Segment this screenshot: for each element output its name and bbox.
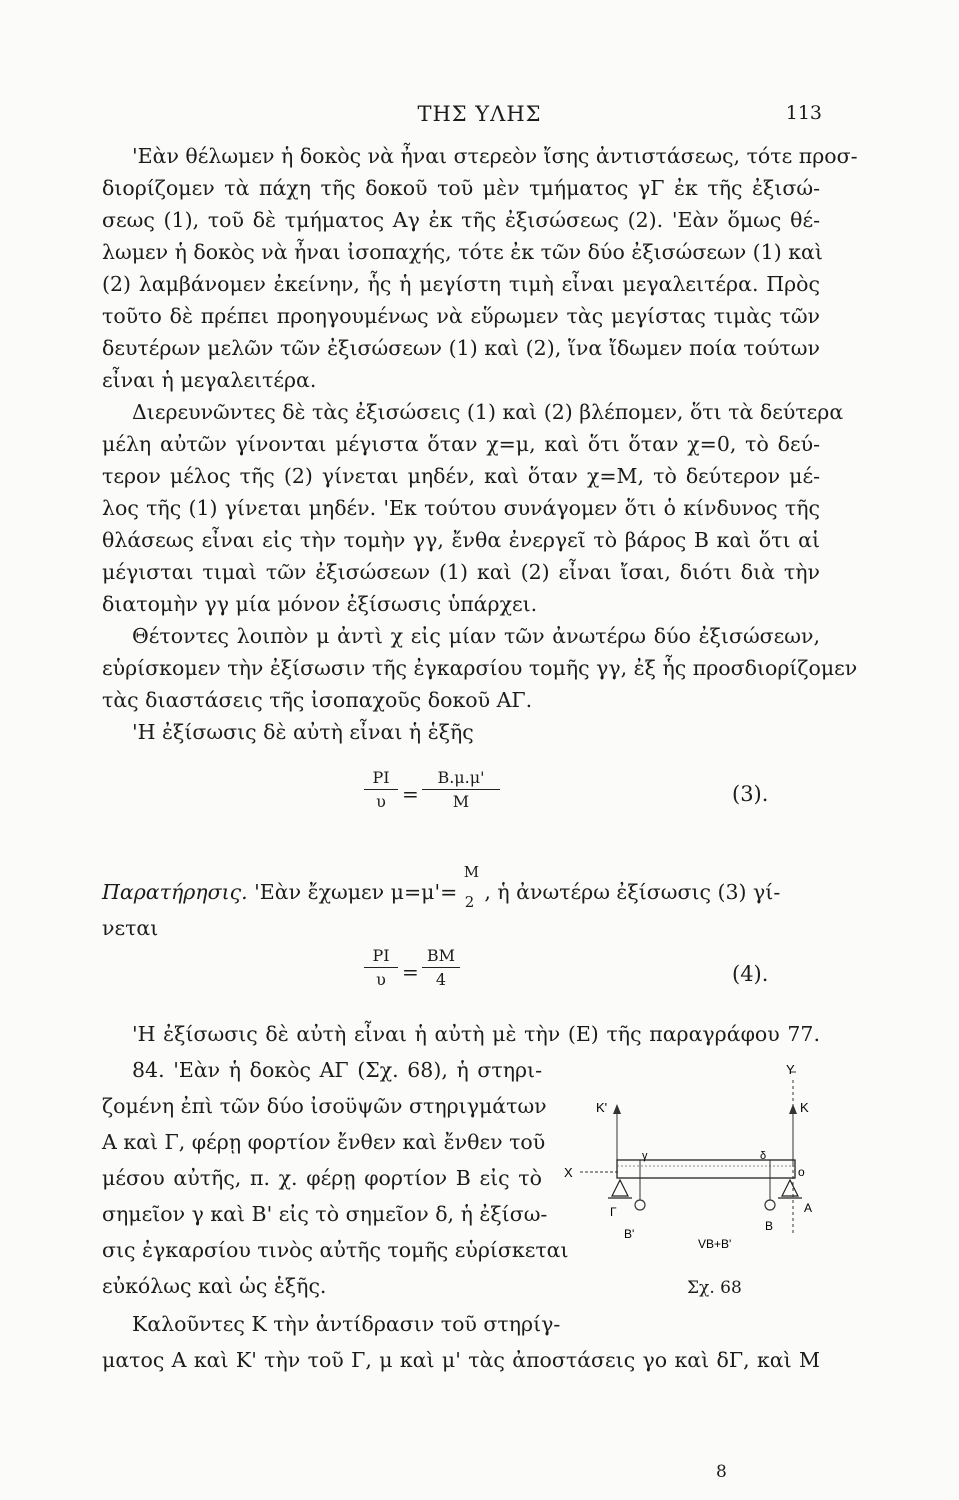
beam (617, 1160, 795, 1178)
label-delta: δ (760, 1150, 767, 1162)
eq3-rhs-num: Β.μ.μ' (437, 768, 485, 787)
eq4-lhs-den: υ (376, 970, 386, 989)
page-number: 113 (785, 102, 822, 124)
text-line: δευτέρων μελῶν τῶν ἐξισώσεων (1) καὶ (2), ἵνα ἴδωμεν ποία τούτων (102, 336, 820, 360)
remark-frac-den: 2 (464, 892, 475, 911)
text-line: διορίζομεν τὰ πάχη τῆς δοκοῦ τοῦ μὲν τμήματος γΓ ἐκ τῆς ἐξισώ- (102, 176, 820, 200)
eq3-lhs-den: υ (376, 792, 386, 811)
text-line: Καλοῦντες Κ τὴν ἀντίδρασιν τοῦ στηρίγ- (132, 1312, 561, 1336)
label-o: o (798, 1165, 805, 1179)
eq4-lhs-num: ΡΙ (372, 946, 390, 965)
text-line: τοῦτο δὲ πρέπει προηγουμένως νὰ εὕρωμεν τὰς μεγίστας τιμὰς τῶν (102, 304, 820, 328)
remark-text-a: 'Εὰν ἔχωμεν μ=μ'= (254, 880, 458, 904)
eq3-lhs-fraction (364, 768, 398, 811)
text-line: διατομὴν γγ μία μόνον ἐξίσωσις ὑπάρχει. (102, 592, 538, 616)
text-line: Διερευνῶντες δὲ τὰς ἐξισώσεις (1) καὶ (2) βλέπομεν, ὅτι τὰ δεύτερα (132, 400, 844, 424)
figure-caption: Σχ. 68 (687, 1278, 742, 1298)
label-b-prime: B' (624, 1227, 635, 1241)
text-line: εὑρίσκομεν τὴν ἐξίσωσιν τῆς ἐγκαρσίου τομῆς γγ, ἐξ ἧς προσδιορίζομεν (102, 656, 858, 680)
remark-fraction (463, 862, 480, 911)
eq3-label: (3). (732, 782, 769, 806)
text-line: σεως (1), τοῦ δὲ τμήματος Αγ ἐκ τῆς ἐξισώσεως (2). 'Εὰν ὅμως θέ- (102, 208, 820, 232)
label-a: A (804, 1201, 813, 1215)
eq4-rhs-den: 4 (435, 970, 447, 989)
text-line: μέγισται τιμαὶ τῶν ἐξισώσεων (1) καὶ (2) εἶναι ἴσαι, διότι διὰ τὴν (102, 560, 820, 584)
eq3-rhs-den: Μ (452, 792, 470, 811)
running-head: ΤΗΣ ΥΛΗΣ (417, 102, 542, 126)
label-y: Y (786, 1062, 795, 1077)
text-line: Θέτοντες λοιπὸν μ ἀντὶ χ εἰς μίαν τῶν ἀνωτέρω δύο ἐξισώσεων, (132, 624, 820, 648)
eq4-lhs-fraction (364, 946, 398, 989)
text-line: ματος Α καὶ Κ' τὴν τοῦ Γ, μ καὶ μ' τὰς ἀποστάσεις γο καὶ δΓ, καὶ Μ (102, 1348, 820, 1372)
col-text-line: 84. 'Εὰν ἡ δοκὸς ΑΓ (Σχ. 68), ἡ στηρι- (132, 1058, 542, 1082)
eq3-rhs-fraction (422, 768, 500, 811)
text-line: μέλη αὐτῶν γίνονται μέγιστα ὅταν χ=μ, καὶ ὅτι ὅταν χ=0, τὸ δεύ- (102, 432, 820, 456)
text-line: λος τῆς (1) γίνεται μηδέν. 'Εκ τούτου συνάγομεν ὅτι ὁ κίνδυνος τῆς (102, 496, 820, 520)
support-gamma (612, 1180, 628, 1196)
col-text-line: Α καὶ Γ, φέρῃ φορτίον ἔνθεν καὶ ἔνθεν τοῦ (102, 1130, 546, 1154)
col-text-line: μέσου αὐτῆς, π. χ. φέρῃ φορτίον Β εἰς τὸ (102, 1166, 542, 1190)
text-line: θλάσεως εἶναι εἰς τὴν τομὴν γγ, ἔνθα ἐνεργεῖ τὸ βάρος Β καὶ ὅτι αἱ (102, 528, 820, 552)
text-line: 'Η ἐξίσωσις δὲ αὐτὴ εἶναι ἡ ἑξῆς (132, 720, 474, 744)
remark-text-b: , ἡ ἀνωτέρω ἐξίσωσις (3) γί- (484, 880, 781, 904)
k-arrowhead (789, 1104, 797, 1114)
label-sum: VB+B' (698, 1237, 732, 1251)
eq3-equals: = (402, 782, 419, 806)
col-text-line: εὐκόλως καὶ ὡς ἑξῆς. (102, 1274, 327, 1298)
label-k-prime: K' (596, 1100, 608, 1115)
label-x: X (564, 1165, 573, 1180)
k-prime-arrowhead (613, 1104, 621, 1114)
signature-mark: 8 (716, 1462, 727, 1482)
eq4-rhs-num: ΒΜ (426, 946, 456, 965)
weight-b-prime (635, 1200, 645, 1210)
remark-frac-num: Μ (463, 862, 480, 881)
text-line: τερον μέλος τῆς (2) γίνεται μηδέν, καὶ ὅταν χ=Μ, τὸ δεύτερον μέ- (102, 464, 820, 488)
text-line: εἶναι ἡ μεγαλειτέρα. (102, 368, 317, 392)
text-line: τὰς διαστάσεις τῆς ἰσοπαχοῦς δοκοῦ ΑΓ. (102, 688, 533, 712)
eq4-rhs-fraction (422, 946, 460, 989)
col-text-line: σημεῖον γ καὶ Β' εἰς τὸ σημεῖον δ, ἡ ἐξίσω- (102, 1202, 548, 1226)
text-line: λωμεν ἡ δοκὸς νὰ ἦναι ἰσοπαχής, τότε ἐκ τῶν δύο ἐξισώσεων (1) καὶ (102, 240, 823, 264)
support-a (782, 1180, 798, 1196)
text-line: (2) λαμβάνομεν ἐκείνην, ἧς ἡ μεγίστη τιμὴ εἶναι μεγαλειτέρα. Πρὸς (102, 272, 820, 296)
remark-continuation: νεται (102, 916, 159, 940)
remark-title: Παρατήρησις. (102, 880, 248, 904)
beam-figure (560, 1060, 840, 1310)
text-line: 'Εὰν θέλωμεν ἡ δοκὸς νὰ ἦναι στερεὸν ἴσης ἀντιστάσεως, τότε προσ- (132, 144, 858, 168)
col-text-line: σις ἐγκαρσίου τινὸς αὐτῆς τομῆς εὑρίσκεται (102, 1238, 569, 1262)
eq4-label: (4). (732, 962, 769, 986)
remark-line (102, 862, 820, 911)
weight-b (765, 1200, 775, 1210)
col-text-line: ζομένη ἐπὶ τῶν δύο ἰσοϋψῶν στηριγμάτων (102, 1094, 547, 1118)
eq3-lhs-num: ΡΙ (372, 768, 390, 787)
label-gamma: γ (642, 1150, 648, 1162)
label-k: K (800, 1100, 809, 1115)
label-b: B (765, 1219, 774, 1233)
eq4-equals: = (402, 960, 419, 984)
label-gamma-support: Γ (610, 1205, 617, 1219)
after-eq4-line: 'Η ἐξίσωσις δὲ αὐτὴ εἶναι ἡ αὐτὴ μὲ τὴν (Ε) τῆς παραγράφου 77. (132, 1022, 820, 1046)
